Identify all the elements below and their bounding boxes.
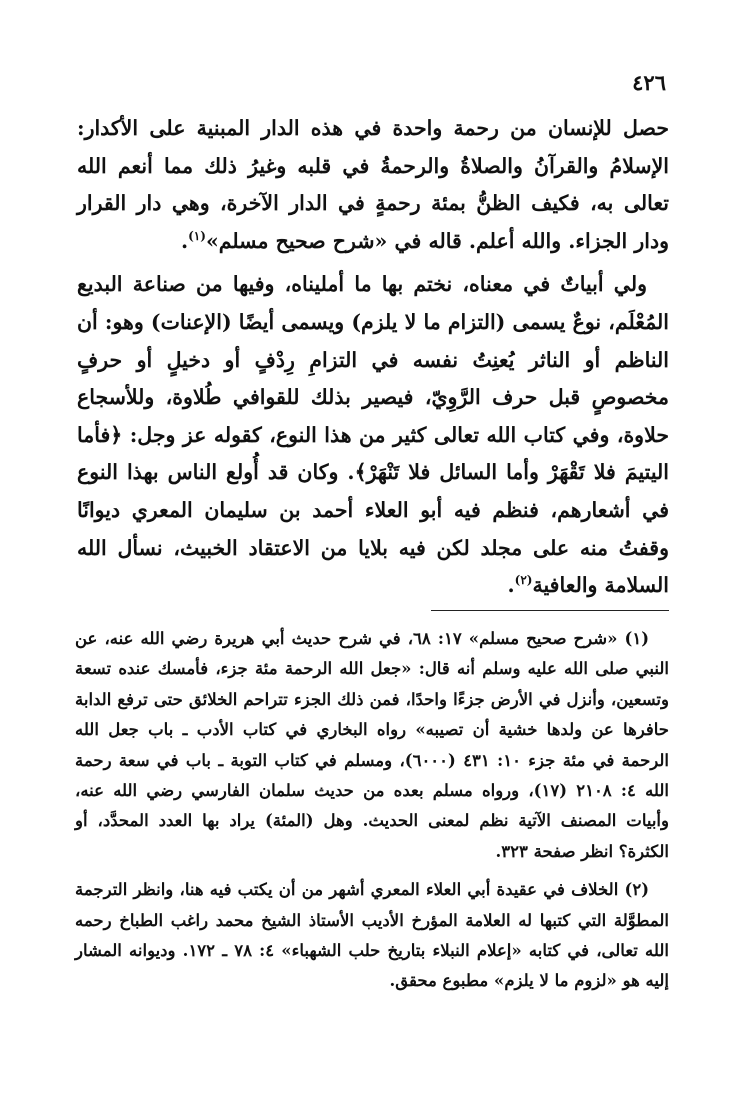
footnotes — [75, 624, 669, 997]
main-text — [77, 110, 669, 605]
paragraph-1-text: حصل للإنسان من رحمة واحدة في هذه الدار المبنية على الأكدار: الإسلامُ والقرآنُ والصلاةُ والرحمةُ في قلبه وغيرُ ذلك مما أنعم الله تعالى به، فكيف الظنُّ بمئة رحمةٍ في الدار الآخرة، وهي دار القرار ودار الجزاء. والله أعلم. قاله في «شرح صحيح مسلم» — [77, 116, 669, 253]
footnote-ref-1[interactable]: (١) — [188, 228, 206, 243]
paragraph-1-end: . — [180, 228, 189, 253]
paragraph-2-end: . — [507, 573, 515, 598]
paragraph-2-text: ولي أبياتٌ في معناه، نختم بها ما أمليناه، وفيها من صناعة البديع المُعْلَم، نوعٌ يسمى (التزام ما لا يلزم) ويسمى أيضًا (الإعنات) وهو: أن الناظم أو الناثر يُعنِتُ نفسه في التزامِ رِدْفٍ أو دخيلٍ أو حرفٍ مخصوصٍ قبل حرف الرَّوِيّ، فيصير بذلك للقوافي طُلاوة، وللأسجاع حلاوة، وفي كتاب الله تعالى كثير من هذا النوع، كقوله عز وجل: ﴿فأما اليتيمَ فلا تَقْهَرْ وأما السائل فلا تَنْهَرْ﴾. وكان قد أُولع الناس بهذا النوع في أشعارهم، فنظم فيه أبو العلاء أحمد بن سليمان المعري ديوانًا وقفتُ منه على مجلد لكن فيه بلايا من الاعتقاد الخبيث، نسأل الله السلامة والعافية — [77, 272, 669, 598]
paragraph-1 — [77, 110, 669, 260]
footnote-2: (٢) الخلاف في عقيدة أبي العلاء المعري أشهر من أن يكتب فيه هنا، وانظر الترجمة المطوَّلة التي كتبها له العلامة المؤرخ الأديب الأستاذ الشيخ محمد راغب الطباخ رحمه الله تعالى، في كتابه «إعلام النبلاء بتاريخ حلب الشهباء» ٤: ٧٨ ـ ١٧٢. وديوانه المشار إليه هو «لزوم ما لا يلزم» مطبوع محقق. — [75, 880, 669, 991]
footnote-separator — [431, 610, 669, 611]
footnote-1: (١) «شرح صحيح مسلم» ١٧: ٦٨، في شرح حديث أبي هريرة رضي الله عنه، عن النبي صلى الله عليه وسلم أنه قال: «جعل الله الرحمة مئة جزء، فأمسك عنده تسعة وتسعين، وأنزل في الأرض جزءًا واحدًا، فمن ذلك الجزء تتراحم الخلائق حتى ترفع الدابة حافرها عن ولدها خشية أن تصيبه» رواه البخاري في كتاب الأدب ـ باب جعل الله الرحمة في مئة جزء ١٠: ٤٣١ (٦٠٠٠)، ومسلم في كتاب التوبة ـ باب في سعة رحمة الله ٤: ٢١٠٨ (١٧)، ورواه مسلم بعده من حديث سلمان الفارسي رضي الله عنه، وأبيات المصنف الآتية نظم لمعنى الحديث. وهل (المئة) يراد بها العدد المحدَّد، أو الكثرة؟ انظر صفحة ٣٢٣. — [75, 629, 669, 861]
footnote-ref-2[interactable]: (٢) — [514, 573, 533, 588]
paragraph-2 — [77, 266, 669, 604]
page-number: ٤٢٦ — [632, 70, 666, 95]
